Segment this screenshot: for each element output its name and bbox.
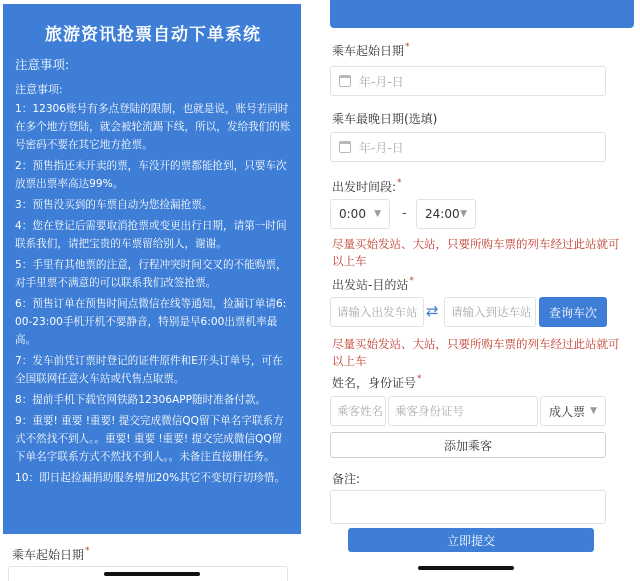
notice-item: 10：即日起捡漏捐助服务增加20%其它不变切行切珍惜。 <box>15 472 286 484</box>
from-station-input[interactable] <box>330 297 424 327</box>
notice-title: 旅游资讯抢票自动下单系统 <box>45 25 261 45</box>
required-mark: * <box>409 276 414 286</box>
notice-item: 5：手里有其他票的注意，行程冲突时间交叉的不能购票，对手里票不满意的可以联系我们改签抢票。 <box>15 259 287 289</box>
query-train-button[interactable]: 查询车次 <box>539 297 607 327</box>
notice-item: 6：预售订单在预售时间点微信在线等通知，捡漏订单请6:00-23:00手机开机不要静音，特别是早6:00出票机率最高。 <box>15 298 287 346</box>
ticket-type-select[interactable] <box>540 396 606 426</box>
start-date-placeholder: 年-月-日 <box>359 74 404 89</box>
calendar-icon <box>339 141 351 153</box>
notice-item: 3：预售没买到的车票自动为您捡漏抢票。 <box>15 199 213 211</box>
passenger-label-text: 姓名，身份证号 <box>332 376 417 390</box>
header-bar <box>330 0 634 28</box>
required-mark: * <box>417 374 422 384</box>
calendar-icon <box>339 75 351 87</box>
notice-subheading: 注意事项: <box>15 83 63 96</box>
remark-textarea[interactable] <box>330 490 606 524</box>
required-mark: * <box>85 546 90 556</box>
notice-panel <box>3 4 301 534</box>
time-from-select[interactable] <box>330 199 390 229</box>
start-date-label-text: 乘车起始日期 <box>332 44 405 58</box>
start-date-label <box>12 546 90 563</box>
ticket-type-value: 成人票 <box>549 404 586 419</box>
passenger-label <box>332 374 422 391</box>
notice-item: 1：12306账号有多点登陆的限制，也就是说，账号若同时在多个地方登陆，就会被轮流踢下线，所以，发给我们的账号密码不要在其它地方抢票。 <box>15 103 291 151</box>
time-range-label <box>332 178 402 195</box>
stations-label <box>332 276 414 293</box>
time-range-dash: - <box>402 206 407 221</box>
to-station-input[interactable] <box>444 297 536 327</box>
stations-label-text: 出发站-目的站 <box>332 278 409 292</box>
notice-item: 2：预售指还未开卖的票，车没开的票都能抢到，只要车次放票出票率高达99%。 <box>15 160 287 190</box>
passenger-id-placeholder: 乘客身份证号 <box>395 404 464 418</box>
chevron-down-icon: ▼ <box>460 209 467 219</box>
chevron-down-icon: ▼ <box>590 406 597 416</box>
time-range-label-text: 出发时间段: <box>332 180 397 194</box>
time-from-value: 0:00 <box>339 207 366 221</box>
end-date-input[interactable] <box>330 132 606 162</box>
home-indicator[interactable] <box>104 572 200 576</box>
end-date-label: 乘车最晚日期(选填) <box>332 112 438 126</box>
left-screen <box>0 0 308 581</box>
stations-hint: 尽量买始发站、大站，只要所购车票的列车经过此站就可以上车 <box>332 337 620 368</box>
notice-item: 9：重要! 重要 !重要! 提交完成微信QQ留下单名字联系方式不然找不到人。。重要! 重要 !重要! 提交完成微信QQ留下单名字联系方式不然找不到人。。未备注直接删任务。 <box>15 415 284 463</box>
time-to-select[interactable] <box>416 199 476 229</box>
time-to-value: 24:00 <box>425 207 460 221</box>
notice-item: 7：发车前凭订票时登记的证件原件和E开头订单号，可在全国联网任意火车站或代售点取票。 <box>15 355 283 385</box>
swap-icon[interactable]: ⇄ <box>426 302 439 320</box>
passenger-name-input[interactable] <box>330 396 386 426</box>
remark-label: 备注: <box>332 472 361 486</box>
required-mark: * <box>405 42 410 52</box>
home-indicator[interactable] <box>418 566 514 570</box>
start-date-label-text: 乘车起始日期 <box>12 548 85 562</box>
passenger-name-placeholder: 乘客姓名 <box>337 404 383 418</box>
passenger-id-input[interactable] <box>388 396 538 426</box>
add-passenger-button[interactable]: 添加乘客 <box>330 432 606 458</box>
notice-heading: 注意事项: <box>15 57 70 72</box>
start-date-label <box>332 42 410 59</box>
start-date-input[interactable] <box>330 66 606 96</box>
notice-item: 8：提前手机下载官网铁路12306APP随时准备付款。 <box>15 394 267 406</box>
from-station-placeholder: 请输入出发车站 <box>337 305 418 319</box>
required-mark: * <box>397 178 402 188</box>
chevron-down-icon: ▼ <box>374 209 381 219</box>
submit-button[interactable]: 立即提交 <box>348 528 594 552</box>
time-range-hint: 尽量买始发站、大站，只要所购车票的列车经过此站就可以上车 <box>332 237 620 268</box>
to-station-placeholder: 请输入到达车站 <box>451 305 532 319</box>
end-date-placeholder: 年-月-日 <box>359 140 404 155</box>
notice-item: 4：您在登记后需要取消抢票或变更出行日期，请第一时间联系我们，请把宝贵的车票留给别人，谢谢。 <box>15 220 287 250</box>
right-screen <box>316 0 640 581</box>
